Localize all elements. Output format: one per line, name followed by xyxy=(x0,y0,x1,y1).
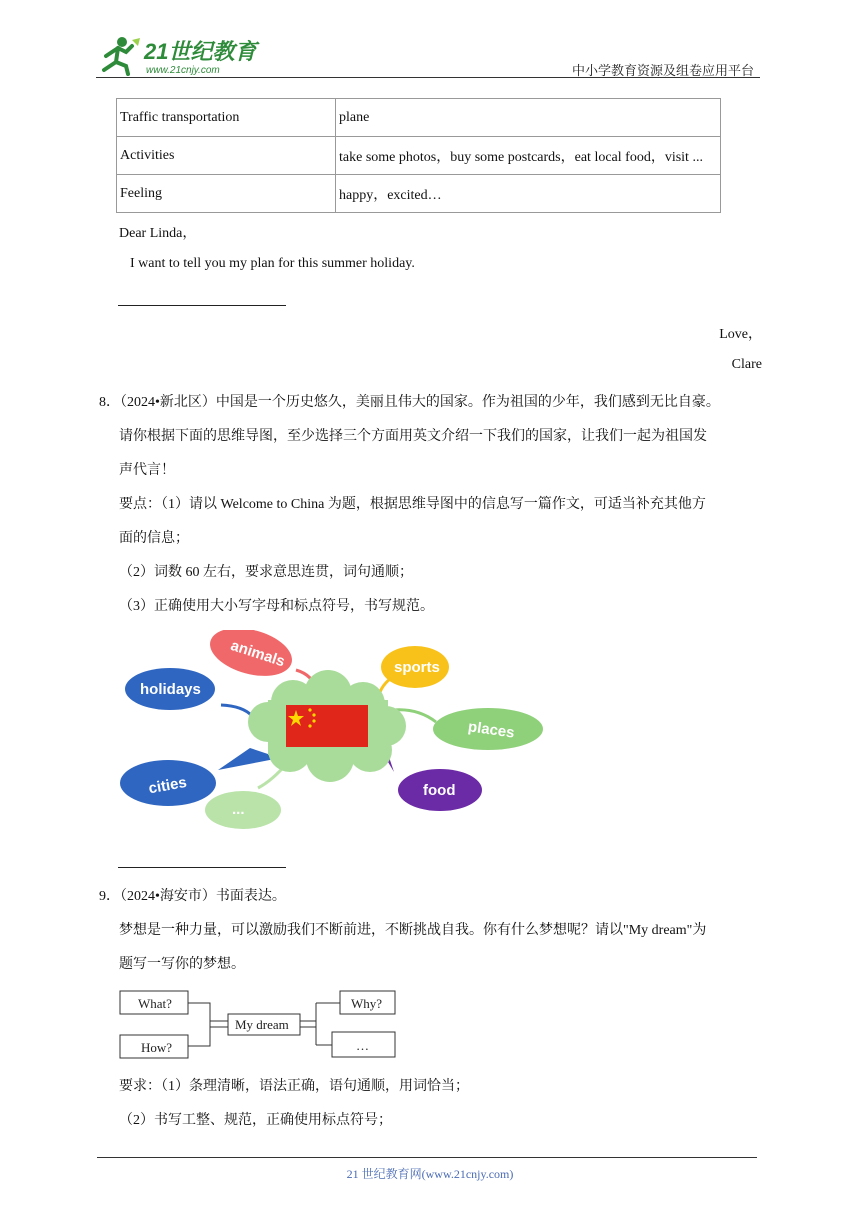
q8-requirement-1a: 要点：（1）请以 Welcome to China 为题，根据思维导图中的信息写一篇作文，可适当补充其他方 xyxy=(119,497,706,512)
q9-stem-line1: 9．（2024•海安市）书面表达。 xyxy=(99,889,286,904)
q9-stem-line3: 题写一写你的梦想。 xyxy=(119,957,245,972)
q8-requirement-1b: 面的信息； xyxy=(119,531,189,546)
q8-stem-line2: 请你根据下面的思维导图，至少选择三个方面用英文介绍一下我们的国家，让我们一起为祖国发 xyxy=(119,429,707,444)
answer-blank xyxy=(118,305,286,306)
q9-requirement-1: 要求：（1）条理清晰，语法正确，语句通顺，用词恰当； xyxy=(119,1079,469,1094)
table-cell: Traffic transportation xyxy=(117,99,336,137)
mindmap-node-food xyxy=(398,769,482,811)
china-flag-icon xyxy=(286,705,368,747)
runner-logo-icon xyxy=(104,37,140,74)
svg-text:What?: What? xyxy=(138,996,172,1011)
q8-stem-line3: 声代言！ xyxy=(119,463,175,478)
footer-divider xyxy=(97,1157,757,1158)
mindmap-node-places xyxy=(433,708,543,750)
svg-text:cities: cities xyxy=(147,773,188,798)
china-mind-map xyxy=(118,630,548,830)
site-logo xyxy=(96,34,266,78)
letter-closing: Love， xyxy=(719,327,762,342)
q8-requirement-2: （2）词数 60 左右，要求意思连贯，词句通顺； xyxy=(119,565,413,580)
table-row xyxy=(117,137,721,175)
q9-requirement-2: （2）书写工整、规范，正确使用标点符号； xyxy=(119,1113,392,1128)
footer-link[interactable]: 21 世纪教育网(www.21cnjy.com) xyxy=(346,1167,514,1181)
table-row xyxy=(117,99,721,137)
svg-text:How?: How? xyxy=(141,1040,173,1055)
letter-signature: Clare xyxy=(731,357,762,372)
mindmap-node-animals xyxy=(205,630,298,684)
svg-text:…: … xyxy=(356,1038,369,1053)
svg-text:sports: sports xyxy=(394,659,440,676)
mindmap-node-more xyxy=(205,791,281,829)
table-cell: happy，excited… xyxy=(336,175,721,213)
svg-text:places: places xyxy=(466,718,516,742)
letter-opening: I want to tell you my plan for this summer holiday. xyxy=(130,256,415,271)
svg-text:holidays: holidays xyxy=(140,681,201,698)
q9-stem-line2: 梦想是一种力量，可以激励我们不断前进，不断挑战自我。你有什么梦想呢？请以"My dream"为 xyxy=(119,923,707,938)
q8-stem-line1: 8．（2024•新北区）中国是一个历史悠久，美丽且伟大的国家。作为祖国的少年，我们感到无比自豪。 xyxy=(99,395,720,410)
my-dream-diagram xyxy=(118,988,400,1060)
answer-blank xyxy=(118,867,286,868)
svg-text:My dream: My dream xyxy=(235,1017,289,1032)
letter-greeting: Dear Linda， xyxy=(119,226,197,241)
table-row xyxy=(117,175,721,213)
mindmap-node-sports xyxy=(381,646,449,688)
logo-url: www.21cnjy.com xyxy=(146,65,220,76)
mindmap-node-cities xyxy=(120,760,216,806)
svg-text:...: ... xyxy=(232,801,245,818)
mindmap-node-holidays xyxy=(125,668,215,710)
header-divider xyxy=(96,77,760,78)
svg-text:food: food xyxy=(423,782,456,799)
table-cell: Activities xyxy=(117,137,336,175)
plan-table xyxy=(116,98,721,213)
table-cell: Feeling xyxy=(117,175,336,213)
table-cell: take some photos，buy some postcards，eat local food，visit ... xyxy=(336,137,721,175)
q8-requirement-3: （3）正确使用大小写字母和标点符号，书写规范。 xyxy=(119,599,434,614)
table-cell: plane xyxy=(336,99,721,137)
svg-text:animals: animals xyxy=(228,636,287,671)
logo-text: 21世纪教育 xyxy=(144,39,257,64)
platform-name: 中小学教育资源及组卷应用平台 xyxy=(571,63,754,78)
svg-text:Why?: Why? xyxy=(351,996,383,1011)
